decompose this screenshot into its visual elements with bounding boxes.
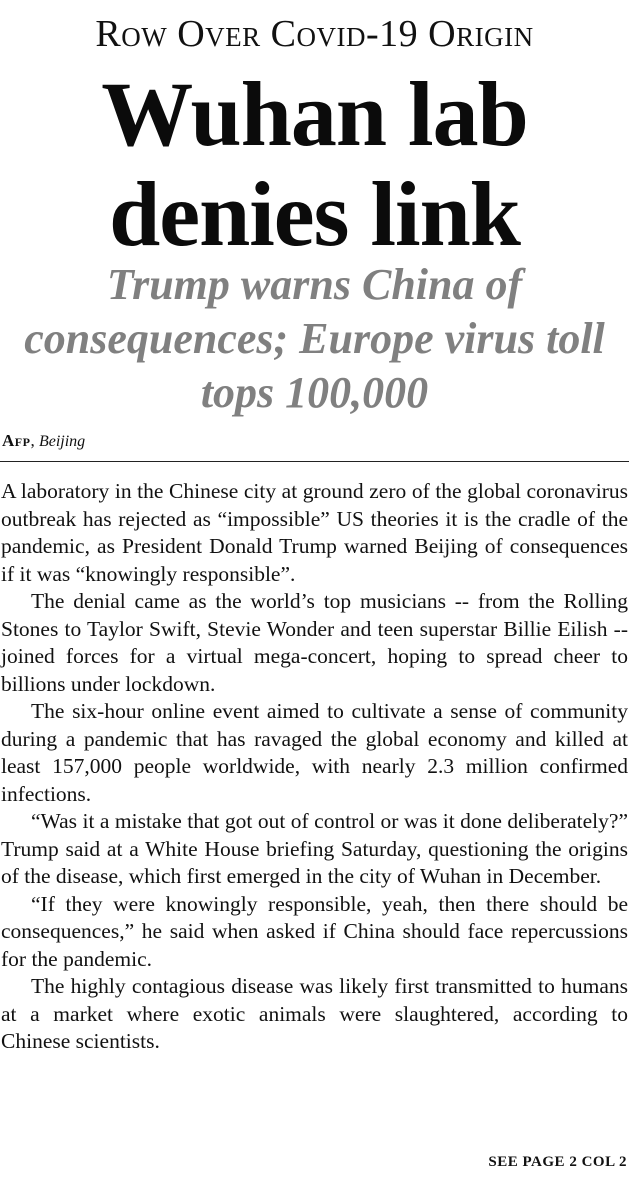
headline-line-1: Wuhan lab	[101, 63, 528, 165]
article-paragraph-4: “Was it a mistake that got out of control or was it done deliberately?” Trump said at a White House briefing Saturday, questioning the origins of the disease, which first emerged in the city of Wuhan in December.	[1, 809, 628, 888]
headline-line-2: denies link	[109, 163, 520, 265]
byline-separator: ,	[30, 431, 35, 450]
article-paragraph-3: The six-hour online event aimed to cultivate a sense of community during a pandemic that has ravaged the global economy and killed at least 157,000 people worldwide, with nearly 2.3 million confirmed infections.	[1, 699, 628, 806]
byline-city: Beijing	[38, 433, 86, 450]
continued-on-page-2: SEE PAGE 2 COL 2	[488, 1154, 627, 1170]
byline	[2, 430, 85, 453]
headline	[0, 64, 629, 264]
subheadline: Trump warns China of consequences; Europe virus toll tops 100,000	[24, 260, 605, 417]
byline-agency: Afp	[2, 431, 31, 450]
article-paragraph-6: The highly contagious disease was likely first transmitted to humans at a market where exotic animals were slaughtered, according to Chinese scientists.	[1, 974, 628, 1053]
byline-divider	[0, 461, 629, 462]
article-paragraph-1: A laboratory in the Chinese city at ground zero of the global coronavirus outbreak has rejected as “impossible” US theories it is the cradle of the pandemic, as President Donald Trump warned Beijing of consequences if it was “knowingly responsible”.	[1, 479, 628, 586]
article-paragraph-2: The denial came as the world’s top musicians -- from the Rolling Stones to Taylor Swift, Stevie Wonder and teen superstar Billie Eilish -- joined forces for a virtual mega-concert, hoping to spread cheer to billions under lockdown.	[1, 589, 628, 696]
article-body	[1, 478, 628, 1056]
article-paragraph-5: “If they were knowingly responsible, yeah, then there should be consequences,” he said when asked if China should face repercussions for the pandemic.	[1, 891, 628, 971]
kicker: Row Over Covid-19 Origin	[95, 13, 534, 55]
